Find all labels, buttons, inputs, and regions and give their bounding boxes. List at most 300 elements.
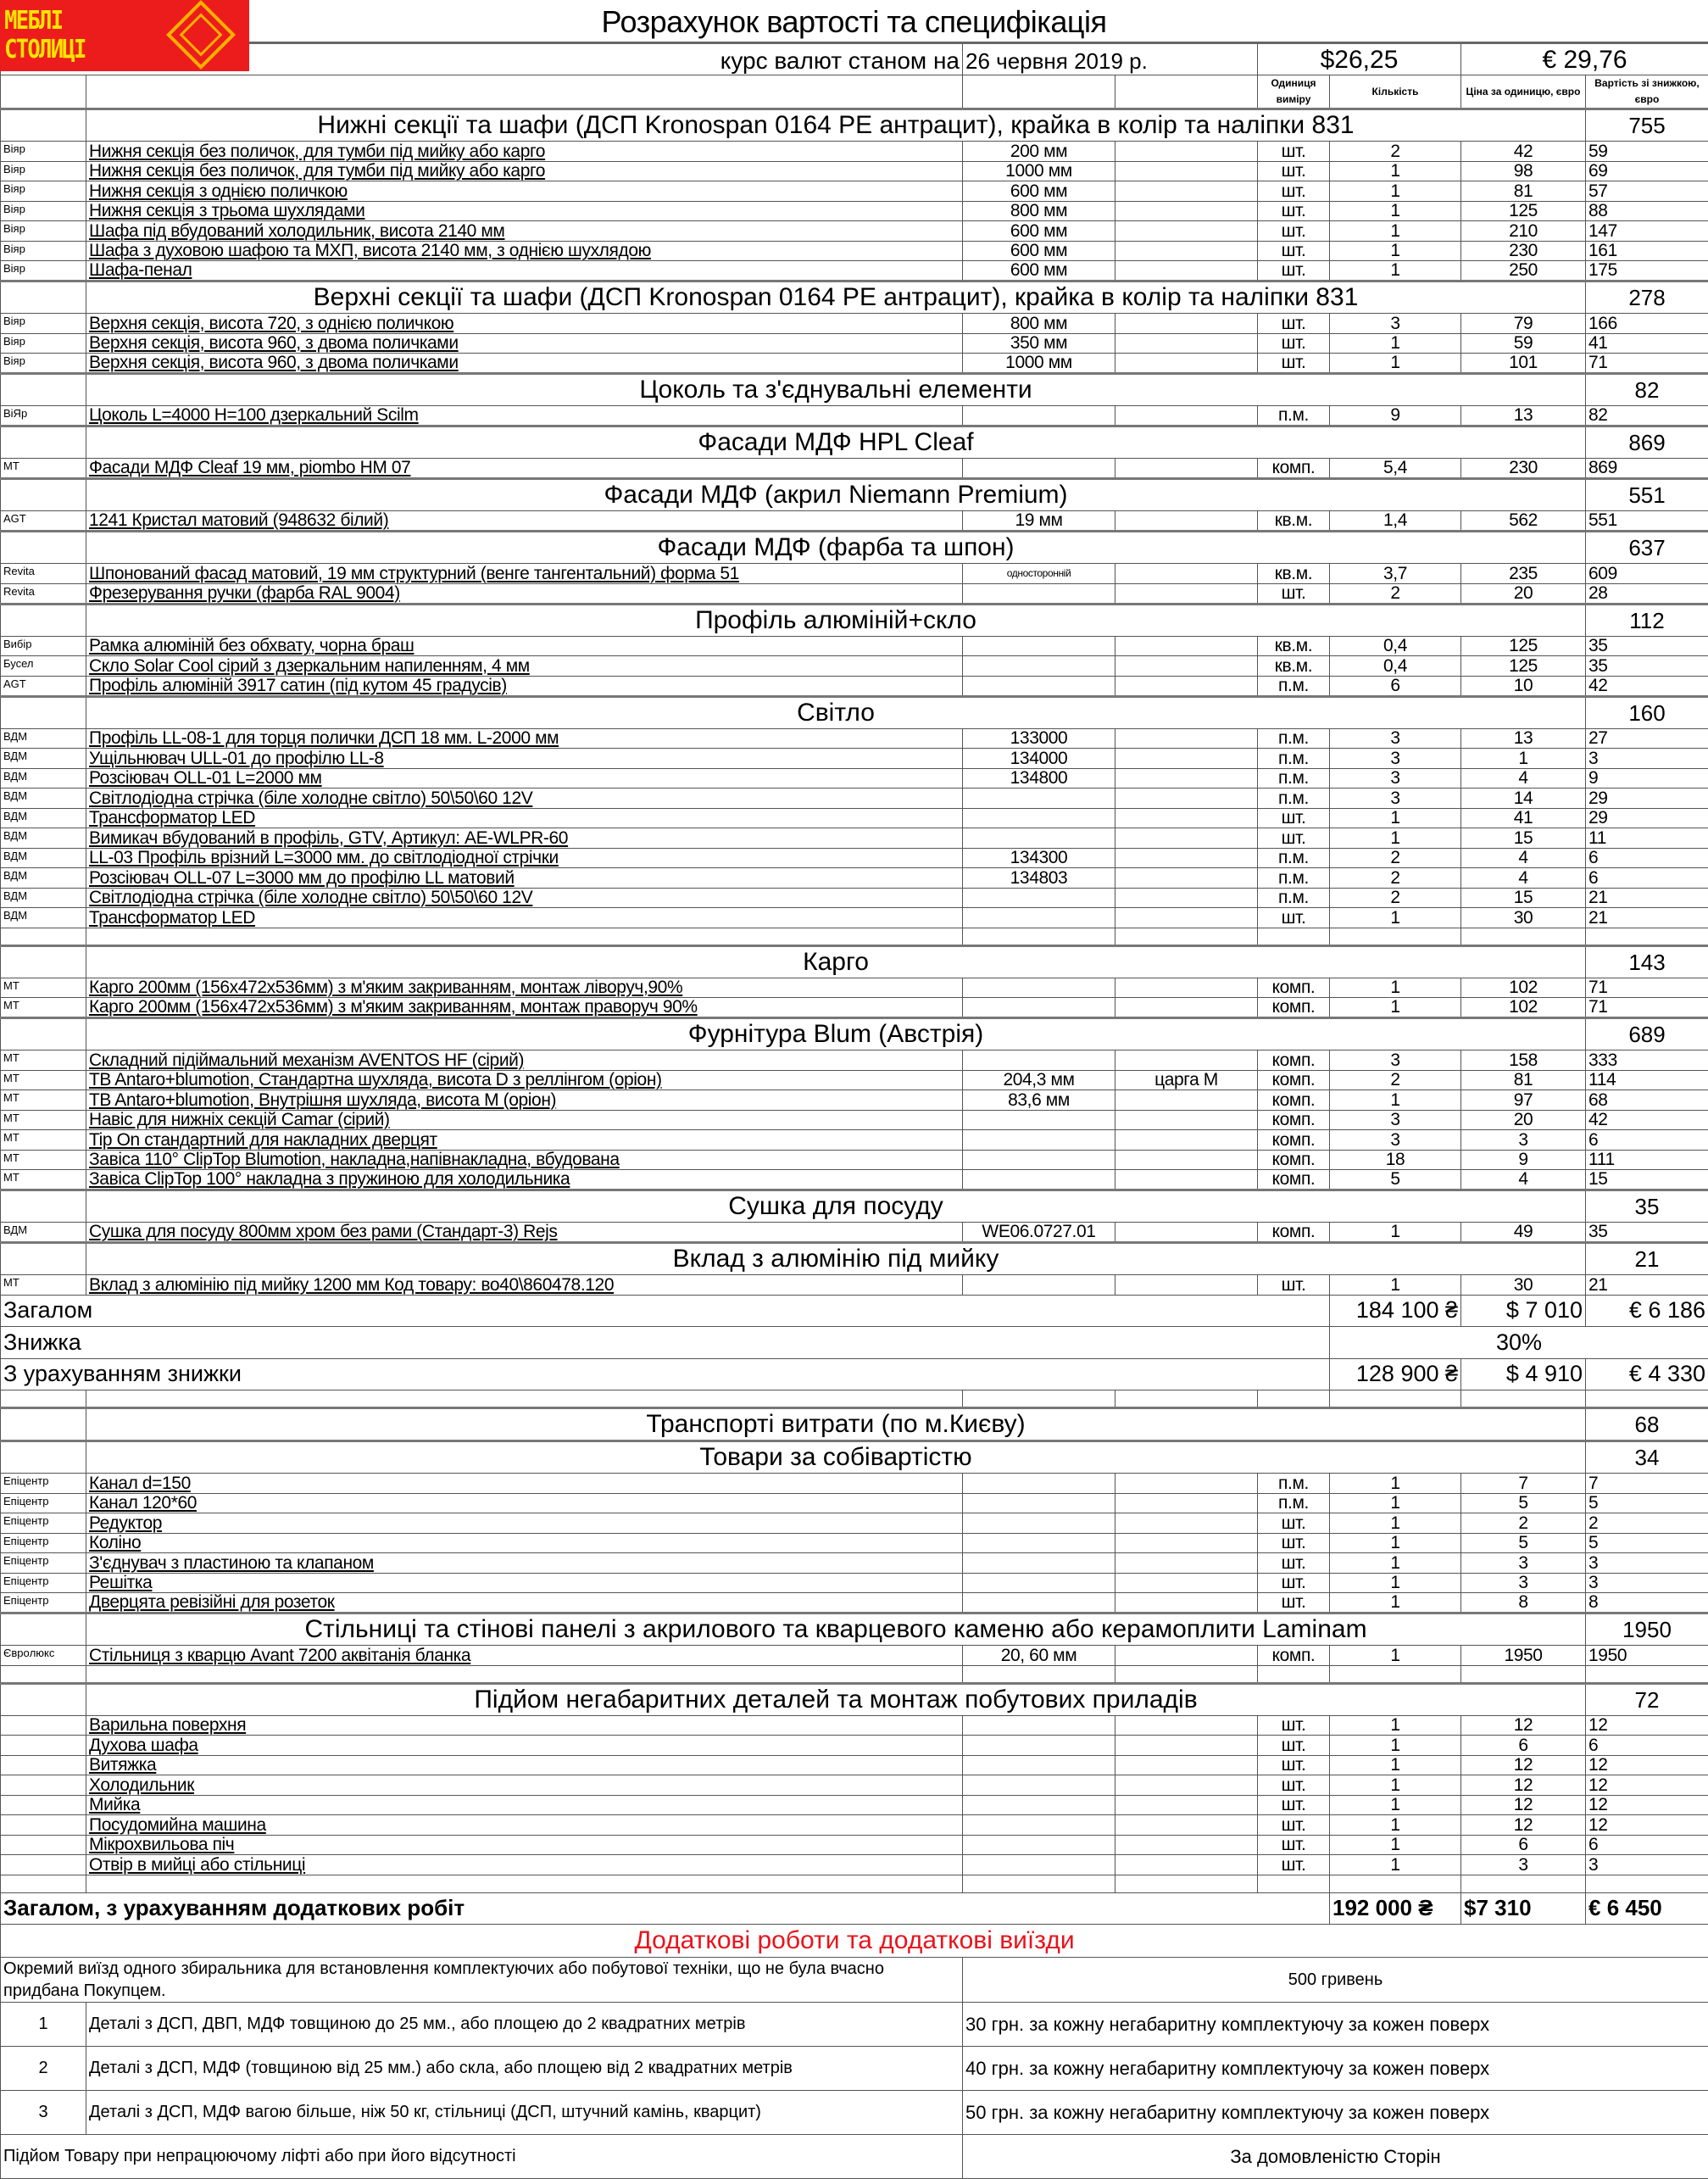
- empty-cell: [1, 532, 86, 564]
- item-name: Цоколь L=4000 H=100 дзеркальний Scilm: [86, 406, 963, 426]
- grand-total-row: [1, 1892, 1708, 1925]
- size: [963, 1736, 1115, 1756]
- quantity: 1: [1330, 978, 1461, 998]
- note: [1115, 768, 1258, 789]
- empty-cell: [963, 1875, 1115, 1892]
- quantity: 0,4: [1330, 656, 1461, 677]
- empty-cell: [963, 1390, 1115, 1408]
- unit-price: 3: [1461, 1130, 1586, 1151]
- table-row: [1, 181, 1708, 202]
- work-description: Деталі з ДСП, МДФ (товщиною від 25 мм.) або скла, або площею від 2 квадратних метрів: [86, 2047, 963, 2091]
- total-price: 59: [1586, 142, 1708, 162]
- unit: шт.: [1258, 828, 1330, 849]
- section-header: [1, 1441, 1708, 1474]
- unit-price: 4: [1461, 868, 1586, 889]
- empty-cell: [86, 1875, 963, 1892]
- supplier: МТ: [1, 998, 86, 1018]
- total-price: 551: [1586, 511, 1708, 532]
- table-row: [1, 583, 1708, 604]
- note: [1115, 1275, 1258, 1296]
- discount-row: [1, 1327, 1708, 1359]
- note: [1115, 181, 1258, 202]
- unit-price: 41: [1461, 808, 1586, 828]
- note: [1115, 908, 1258, 928]
- section-header: [1, 1243, 1708, 1275]
- item-name: З'єднувач з пластиною та клапаном: [86, 1553, 963, 1574]
- empty-cell: [1258, 928, 1330, 945]
- item-name: Стільниця з кварцю Avant 7200 аквітанія бланка: [86, 1646, 963, 1666]
- size: 1000 мм: [963, 354, 1115, 374]
- supplier: МТ: [1, 1170, 86, 1190]
- spacer-row: [1, 1875, 1708, 1892]
- total-price: 27: [1586, 728, 1708, 749]
- summary-label: Загалом, з урахуванням додаткових робіт: [1, 1892, 1330, 1925]
- quantity: 1: [1330, 1553, 1461, 1574]
- item-name: Верхня секція, висота 960, з двома поличками: [86, 354, 963, 374]
- total-price: 41: [1586, 333, 1708, 354]
- quantity: 1: [1330, 1815, 1461, 1836]
- size: [963, 1275, 1115, 1296]
- empty-cell: [1586, 1390, 1708, 1408]
- size: [963, 1533, 1115, 1553]
- specification-table: [0, 42, 1708, 2179]
- unit-price: 79: [1461, 314, 1586, 334]
- note: [1115, 1533, 1258, 1553]
- unit-price: 1: [1461, 749, 1586, 769]
- quantity: 1: [1330, 181, 1461, 202]
- supplier: ВДМ: [1, 808, 86, 828]
- unit-price: 6: [1461, 1736, 1586, 1756]
- size: 200 мм: [963, 142, 1115, 162]
- unit: п.м.: [1258, 676, 1330, 696]
- total-price: 6: [1586, 1835, 1708, 1855]
- table-row: [1, 1170, 1708, 1190]
- size: 800 мм: [963, 314, 1115, 334]
- empty-cell: [1, 281, 86, 314]
- discount-value: 30%: [1330, 1327, 1708, 1359]
- unit: комп.: [1258, 1130, 1330, 1151]
- note: [1115, 1493, 1258, 1513]
- item-name: Карго 200мм (156x472x536мм) з м'яким закриванням, монтаж праворуч 90%: [86, 998, 963, 1018]
- note: [1115, 1715, 1258, 1736]
- size: [963, 1150, 1115, 1170]
- supplier: МТ: [1, 978, 86, 998]
- total-price: 5: [1586, 1533, 1708, 1553]
- section-header: [1, 604, 1708, 636]
- note: [1115, 1130, 1258, 1151]
- unit-price: 10: [1461, 676, 1586, 696]
- work-price: 40 грн. за кожну негабаритну комплектуючу за кожен поверх: [963, 2047, 1708, 2091]
- quantity: 3: [1330, 314, 1461, 334]
- item-name: Верхня секція, висота 720, з однією поличкою: [86, 314, 963, 334]
- item-name: Варильна поверхня: [86, 1715, 963, 1736]
- unit: шт.: [1258, 1835, 1330, 1855]
- supplier: AGT: [1, 676, 86, 696]
- note: [1115, 1755, 1258, 1775]
- size: [963, 1855, 1115, 1875]
- table-row: [1, 676, 1708, 696]
- total-price: 12: [1586, 1755, 1708, 1775]
- total-price: 35: [1586, 1223, 1708, 1243]
- column-header-row: [1, 75, 1708, 109]
- table-row: [1, 1553, 1708, 1574]
- table-row: [1, 1646, 1708, 1666]
- row-number: 1: [1, 2003, 86, 2047]
- item-name: Завіса ClipTop 100° накладна з пружиною для холодильника: [86, 1170, 963, 1190]
- table-row: [1, 406, 1708, 426]
- section-total: 143: [1586, 945, 1708, 978]
- note: [1115, 676, 1258, 696]
- quantity: 1: [1330, 828, 1461, 849]
- unit: шт.: [1258, 1573, 1330, 1593]
- quantity: 1: [1330, 998, 1461, 1018]
- work-description: Деталі з ДСП, ДВП, МДФ товщиною до 25 мм., або площею до 2 квадратних метрів: [86, 2003, 963, 2047]
- total-price: 1950: [1586, 1646, 1708, 1666]
- table-row: [1, 1593, 1708, 1613]
- unit: кв.м.: [1258, 656, 1330, 677]
- unit-price: 562: [1461, 511, 1586, 532]
- unit-price: 12: [1461, 1775, 1586, 1796]
- work-price: 50 грн. за кожну негабаритну комплектуючу за кожен поверх: [963, 2091, 1708, 2135]
- unit: комп.: [1258, 998, 1330, 1018]
- quantity: 1: [1330, 1513, 1461, 1534]
- table-row: [1, 314, 1708, 334]
- unit-price: 12: [1461, 1815, 1586, 1836]
- item-name: Карго 200мм (156x472x536мм) з м'яким закриванням, монтаж ліворуч,90%: [86, 978, 963, 998]
- table-row: [1, 1715, 1708, 1736]
- empty-cell: [1, 374, 86, 406]
- quantity: 1: [1330, 1533, 1461, 1553]
- usd-rate: $26,25: [1258, 43, 1461, 75]
- supplier: [1, 1775, 86, 1796]
- size: [963, 676, 1115, 696]
- empty-cell: [1, 1441, 86, 1474]
- total-price: 7: [1586, 1474, 1708, 1494]
- item-name: Вимикач вбудований в профіль, GTV, Артикул: AE-WLPR-60: [86, 828, 963, 849]
- note: [1115, 221, 1258, 242]
- size: [963, 1775, 1115, 1796]
- total-price: 147: [1586, 221, 1708, 242]
- unit: п.м.: [1258, 1474, 1330, 1494]
- unit: шт.: [1258, 354, 1330, 374]
- size: [963, 1110, 1115, 1130]
- quantity: 3: [1330, 1050, 1461, 1071]
- empty-cell: [1115, 1875, 1258, 1892]
- total-price: 21: [1586, 888, 1708, 908]
- total-price: 609: [1586, 564, 1708, 584]
- supplier: Віяр: [1, 241, 86, 261]
- table-row: [1, 1755, 1708, 1775]
- quantity: 1: [1330, 1755, 1461, 1775]
- unit-price: 98: [1461, 161, 1586, 181]
- unit: п.м.: [1258, 406, 1330, 426]
- table-row: [1, 868, 1708, 889]
- note: [1115, 636, 1258, 656]
- table-row: [1, 636, 1708, 656]
- note: [1115, 1223, 1258, 1243]
- note: [1115, 354, 1258, 374]
- quantity: 18: [1330, 1150, 1461, 1170]
- unit-price: 230: [1461, 241, 1586, 261]
- note: [1115, 1795, 1258, 1815]
- logo-diamond-icon: [166, 0, 236, 70]
- item-name: Профіль алюміній 3917 сатин (під кутом 45 градусів): [86, 676, 963, 696]
- table-row: [1, 1855, 1708, 1875]
- unit-price: 81: [1461, 1070, 1586, 1090]
- size: [963, 656, 1115, 677]
- item-name: Мікрохвильова піч: [86, 1835, 963, 1855]
- empty-cell: [1, 1018, 86, 1050]
- col-price: Ціна за одиницю, євро: [1461, 75, 1586, 109]
- unit: комп.: [1258, 978, 1330, 998]
- section-total: 551: [1586, 479, 1708, 511]
- note: царга M: [1115, 1070, 1258, 1090]
- section-total: 160: [1586, 696, 1708, 728]
- total-price: 6: [1586, 848, 1708, 868]
- unit: п.м.: [1258, 789, 1330, 809]
- section-header: [1, 1683, 1708, 1715]
- table-row: [1, 998, 1708, 1018]
- section-total: 112: [1586, 604, 1708, 636]
- section-title: Цоколь та з'єднувальні елементи: [86, 374, 1586, 406]
- unit: шт.: [1258, 808, 1330, 828]
- item-name: Фрезерування ручки (фарба RAL 9004): [86, 583, 963, 604]
- total-price: 12: [1586, 1795, 1708, 1815]
- unit-price: 102: [1461, 998, 1586, 1018]
- size: [963, 1573, 1115, 1593]
- empty-cell: [1115, 928, 1258, 945]
- quantity: 1: [1330, 333, 1461, 354]
- unit: комп.: [1258, 1050, 1330, 1071]
- total-price: 114: [1586, 1070, 1708, 1090]
- empty-cell: [1330, 1665, 1461, 1683]
- item-name: Отвір в мийці або стільниці: [86, 1855, 963, 1875]
- unit-price: 125: [1461, 636, 1586, 656]
- item-name: Сушка для посуду 800мм хром без рами (Стандарт-3) Rejs: [86, 1223, 963, 1243]
- empty-cell: [86, 1390, 963, 1408]
- empty-cell: [1586, 928, 1708, 945]
- quantity: 2: [1330, 888, 1461, 908]
- size: [963, 1835, 1115, 1855]
- unit-price: 8: [1461, 1593, 1586, 1613]
- extra-works-heading: Додаткові роботи та додаткові виїзди: [1, 1925, 1708, 1958]
- unit: п.м.: [1258, 868, 1330, 889]
- empty-cell: [1586, 1875, 1708, 1892]
- amount-eur: € 4 330: [1586, 1358, 1708, 1390]
- note: [1115, 1513, 1258, 1534]
- supplier: МТ: [1, 459, 86, 479]
- quantity: 1: [1330, 1775, 1461, 1796]
- total-price: 869: [1586, 459, 1708, 479]
- lift-text: Підйом Товару при непрацюючому ліфті або при його відсутності: [1, 2135, 963, 2179]
- table-row: [1, 241, 1708, 261]
- supplier: ВДМ: [1, 1223, 86, 1243]
- size: [963, 1715, 1115, 1736]
- rate-label: курс валют станом на: [1, 43, 963, 75]
- table-row: [1, 1090, 1708, 1111]
- separate-trip-row: [1, 1958, 1708, 2003]
- empty-cell: [1, 1613, 86, 1646]
- unit: шт.: [1258, 1715, 1330, 1736]
- total-price: 28: [1586, 583, 1708, 604]
- item-name: Нижня секція без поличок, для тумби під мийку або карго: [86, 161, 963, 181]
- unit-price: 4: [1461, 848, 1586, 868]
- quantity: 1: [1330, 221, 1461, 242]
- note: [1115, 1855, 1258, 1875]
- quantity: 3: [1330, 789, 1461, 809]
- quantity: 3: [1330, 1130, 1461, 1151]
- size: [963, 789, 1115, 809]
- table-row: [1, 1110, 1708, 1130]
- item-name: Шафа з духовою шафою та МХП, висота 2140 мм, з однією шухлядою: [86, 241, 963, 261]
- supplier: ВДМ: [1, 789, 86, 809]
- section-header: [1, 281, 1708, 314]
- supplier: Епіцентр: [1, 1474, 86, 1494]
- total-price: 15: [1586, 1170, 1708, 1190]
- supplier: ВДМ: [1, 749, 86, 769]
- supplier: ВДМ: [1, 868, 86, 889]
- section-title: Підйом негабаритних деталей та монтаж побутових приладів: [86, 1683, 1586, 1715]
- note: [1115, 1815, 1258, 1836]
- total-price: 71: [1586, 998, 1708, 1018]
- unit-price: 5: [1461, 1533, 1586, 1553]
- unit-price: 59: [1461, 333, 1586, 354]
- note: [1115, 1835, 1258, 1855]
- size: 800 мм: [963, 201, 1115, 221]
- total-price: 12: [1586, 1715, 1708, 1736]
- size: [963, 828, 1115, 849]
- table-row: [1, 1223, 1708, 1243]
- amount-eur: € 6 186: [1586, 1295, 1708, 1327]
- amount-uah: 192 000 ₴: [1330, 1892, 1461, 1925]
- size: 204,3 мм: [963, 1070, 1115, 1090]
- supplier: Віяр: [1, 201, 86, 221]
- unit-price: 12: [1461, 1755, 1586, 1775]
- quantity: 3: [1330, 1110, 1461, 1130]
- unit: шт.: [1258, 261, 1330, 281]
- quantity: 1: [1330, 161, 1461, 181]
- quantity: 1: [1330, 1573, 1461, 1593]
- unit-price: 7: [1461, 1474, 1586, 1494]
- unit-price: 235: [1461, 564, 1586, 584]
- unit: шт.: [1258, 221, 1330, 242]
- unit: п.м.: [1258, 768, 1330, 789]
- quantity: 1: [1330, 808, 1461, 828]
- item-name: Трансформатор LED: [86, 808, 963, 828]
- section-total: 34: [1586, 1441, 1708, 1474]
- empty-cell: [1, 1408, 86, 1441]
- size: [963, 459, 1115, 479]
- supplier: [1, 1795, 86, 1815]
- unit-price: 15: [1461, 828, 1586, 849]
- unit: шт.: [1258, 908, 1330, 928]
- item-name: Нижня секція без поличок, для тумби під мийку або карго: [86, 142, 963, 162]
- quantity: 2: [1330, 583, 1461, 604]
- supplier: Епіцентр: [1, 1533, 86, 1553]
- note: [1115, 333, 1258, 354]
- table-row: [1, 789, 1708, 809]
- empty-cell: [1258, 1875, 1330, 1892]
- size: [963, 1755, 1115, 1775]
- note: [1115, 728, 1258, 749]
- unit-price: 230: [1461, 459, 1586, 479]
- lift-price: За домовленістю Сторін: [963, 2135, 1708, 2179]
- amount-eur: € 6 450: [1586, 1892, 1708, 1925]
- empty-cell: [1, 1665, 86, 1683]
- size: односторонній: [963, 564, 1115, 584]
- total-price: 69: [1586, 161, 1708, 181]
- supplier: [1, 1835, 86, 1855]
- extra-works-title: [1, 1925, 1708, 1958]
- unit: шт.: [1258, 1755, 1330, 1775]
- empty-cell: [1330, 928, 1461, 945]
- separate-trip-price: 500 гривень: [963, 1958, 1708, 2003]
- table-row: [1, 848, 1708, 868]
- supplier: [1, 1855, 86, 1875]
- empty-cell: [1, 1390, 86, 1408]
- size: [963, 1593, 1115, 1613]
- unit-price: 3: [1461, 1573, 1586, 1593]
- supplier: Віяр: [1, 142, 86, 162]
- unit-price: 2: [1461, 1513, 1586, 1534]
- item-name: Світлодіодна стрічка (біле холодне світло) 50\50\60 12V: [86, 888, 963, 908]
- empty-cell: [1, 1683, 86, 1715]
- size: [963, 1474, 1115, 1494]
- quantity: 1: [1330, 1715, 1461, 1736]
- size: 600 мм: [963, 181, 1115, 202]
- note: [1115, 888, 1258, 908]
- size: [963, 406, 1115, 426]
- size: [963, 1050, 1115, 1071]
- section-title: Вклад з алюмінію під мийку: [86, 1243, 1586, 1275]
- total-price: 175: [1586, 261, 1708, 281]
- item-name: Розсіювач OLL-07 L=3000 мм до профілю LL матовий: [86, 868, 963, 889]
- size: [963, 888, 1115, 908]
- note: [1115, 142, 1258, 162]
- supplier: Епіцентр: [1, 1493, 86, 1513]
- item-name: Профіль LL-08-1 для торця полички ДСП 18 мм. L-2000 мм: [86, 728, 963, 749]
- item-name: Нижня секція з трьома шухлядами: [86, 201, 963, 221]
- note: [1115, 583, 1258, 604]
- supplier: Віяр: [1, 261, 86, 281]
- total-price: 333: [1586, 1050, 1708, 1071]
- section-header: [1, 479, 1708, 511]
- supplier: AGT: [1, 511, 86, 532]
- table-row: [1, 201, 1708, 221]
- item-name: Tip On стандартний для накладних дверцят: [86, 1130, 963, 1151]
- item-name: Дверцята ревізійні для розеток: [86, 1593, 963, 1613]
- logo-text: МЕБЛІ СТОЛИЦІ: [0, 7, 86, 64]
- unit: шт.: [1258, 1533, 1330, 1553]
- total-price: 21: [1586, 908, 1708, 928]
- unit-price: 3: [1461, 1855, 1586, 1875]
- item-name: Посудомийна машина: [86, 1815, 963, 1836]
- supplier: Епіцентр: [1, 1553, 86, 1574]
- unit-price: 20: [1461, 583, 1586, 604]
- total-price: 82: [1586, 406, 1708, 426]
- supplier: [1, 1736, 86, 1756]
- note: [1115, 1090, 1258, 1111]
- table-row: [1, 1775, 1708, 1796]
- quantity: 1: [1330, 1474, 1461, 1494]
- unit: шт.: [1258, 583, 1330, 604]
- note: [1115, 828, 1258, 849]
- supplier: ВДМ: [1, 848, 86, 868]
- section-header: [1, 1408, 1708, 1441]
- unit: шт.: [1258, 1553, 1330, 1574]
- supplier: МТ: [1, 1275, 86, 1296]
- unit-price: 102: [1461, 978, 1586, 998]
